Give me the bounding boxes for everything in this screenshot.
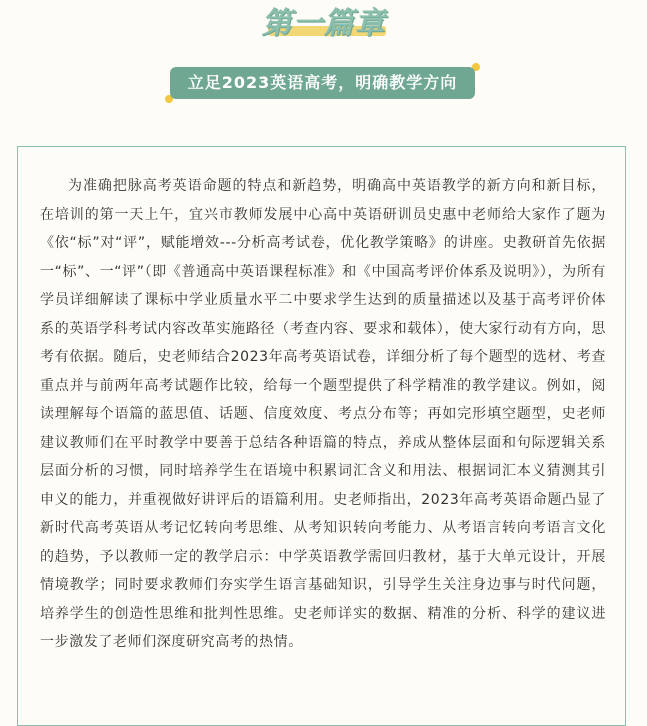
content-paragraph: 为准确把脉高考英语命题的特点和新趋势，明确高中英语教学的新方向和新目标，在培训的第一天上午，宜兴市教师发展中心高中英语研训员史惠中老师给大家作了题为《依“标”对“评”，赋能增效---分析高考试卷，优化教学策略》的讲座。史教研首先依据一“标”、一“评”（即《普通高中英语课程标准》和《中国高考评价体系及说明》），为所有学员详细解读了课标中学业质量水平二中要求学生达到的质量描述以及基于高考评价体系的英语学科考试内容改革实施路径（考查内容、要求和载体），使大家行动有方向，思考有依据。随后，史老师结合2023年高考英语试卷，详细分析了每个题型的选材、考查重点并与前两年高考试题作比较，给每一个题型提供了科学精准的教学建议。例如，阅读理解每个语篇的蓝思值、话题、信度效度、考点分布等；再如完形填空题型，史老师建议教师们在平时教学中要善于总结各种语篇的特点，养成从整体层面和句际逻辑关系层面分析的习惯，同时培养学生在语境中积累词汇含义和用法、根据词汇本义猜测其引申义的能力，并重视做好讲评后的语篇利用。史老师指出，2023年高考英语命题凸显了新时代高考英语从考记忆转向考思维、从考知识转向考能力、从考语言转向考语言文化的趋势，予以教师一定的教学启示：中学英语教学需回归教材，基于大单元设计，开展情境教学；同时要求教师们夯实学生语言基础知识，引导学生关注身边事与时代问题，培养学生的创造性思维和批判性思维。史老师详实的数据、精准的分析、科学的建议进一步激发了老师们深度研究高考的热情。: [40, 178, 606, 650]
chapter-title: [0, 2, 647, 52]
section-subtitle: 立足2023英语高考，明确教学方向: [170, 67, 475, 99]
content-box: [17, 146, 626, 726]
section-subtitle-banner: [168, 64, 477, 102]
chapter-title-text: 第一篇章: [261, 6, 386, 41]
